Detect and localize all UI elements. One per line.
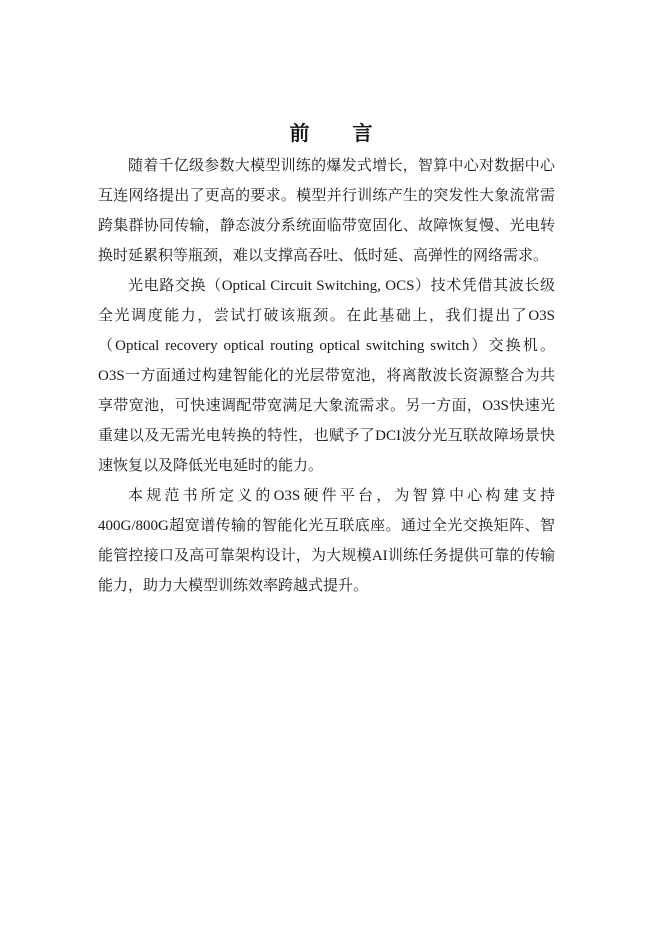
paragraph-1: 随着千亿级参数大模型训练的爆发式增长，智算中心对数据中心互连网络提出了更高的要求。模型并行训练产生的突发性大象流常需跨集群协同传输，静态波分系统面临带宽固化、故障恢复慢、光电转换时延累积等瓶颈，难以支撑高吞吐、低时延、高弹性的网络需求。 (98, 158, 555, 264)
paragraph-2: 光电路交换（Optical Circuit Switching, OCS）技术凭借其波长级全光调度能力，尝试打破该瓶颈。在此基础上，我们提出了O3S（Optical recovery optical routing optical switching switch）交换机。O3S一方面通过构建智能化的光层带宽池，将离散波长资源整合为共享带宽池，可快速调配带宽满足大象流需求。另一方面，O3S快速光重建以及无需光电转换的特性，也赋予了DCI波分光互联故障场景快速恢复以及降低光电延时的能力。 (98, 278, 555, 474)
paragraph-3: 本规范书所定义的O3S硬件平台，为智算中心构建支持400G/800G超宽谱传输的智能化光互联底座。通过全光交换矩阵、智能管控接口及高可靠架构设计，为大规模AI训练任务提供可靠的传输能力，助力大模型训练效率跨越式提升。 (98, 488, 555, 594)
document-body (98, 151, 555, 601)
page-title: 前 言 (289, 121, 391, 145)
